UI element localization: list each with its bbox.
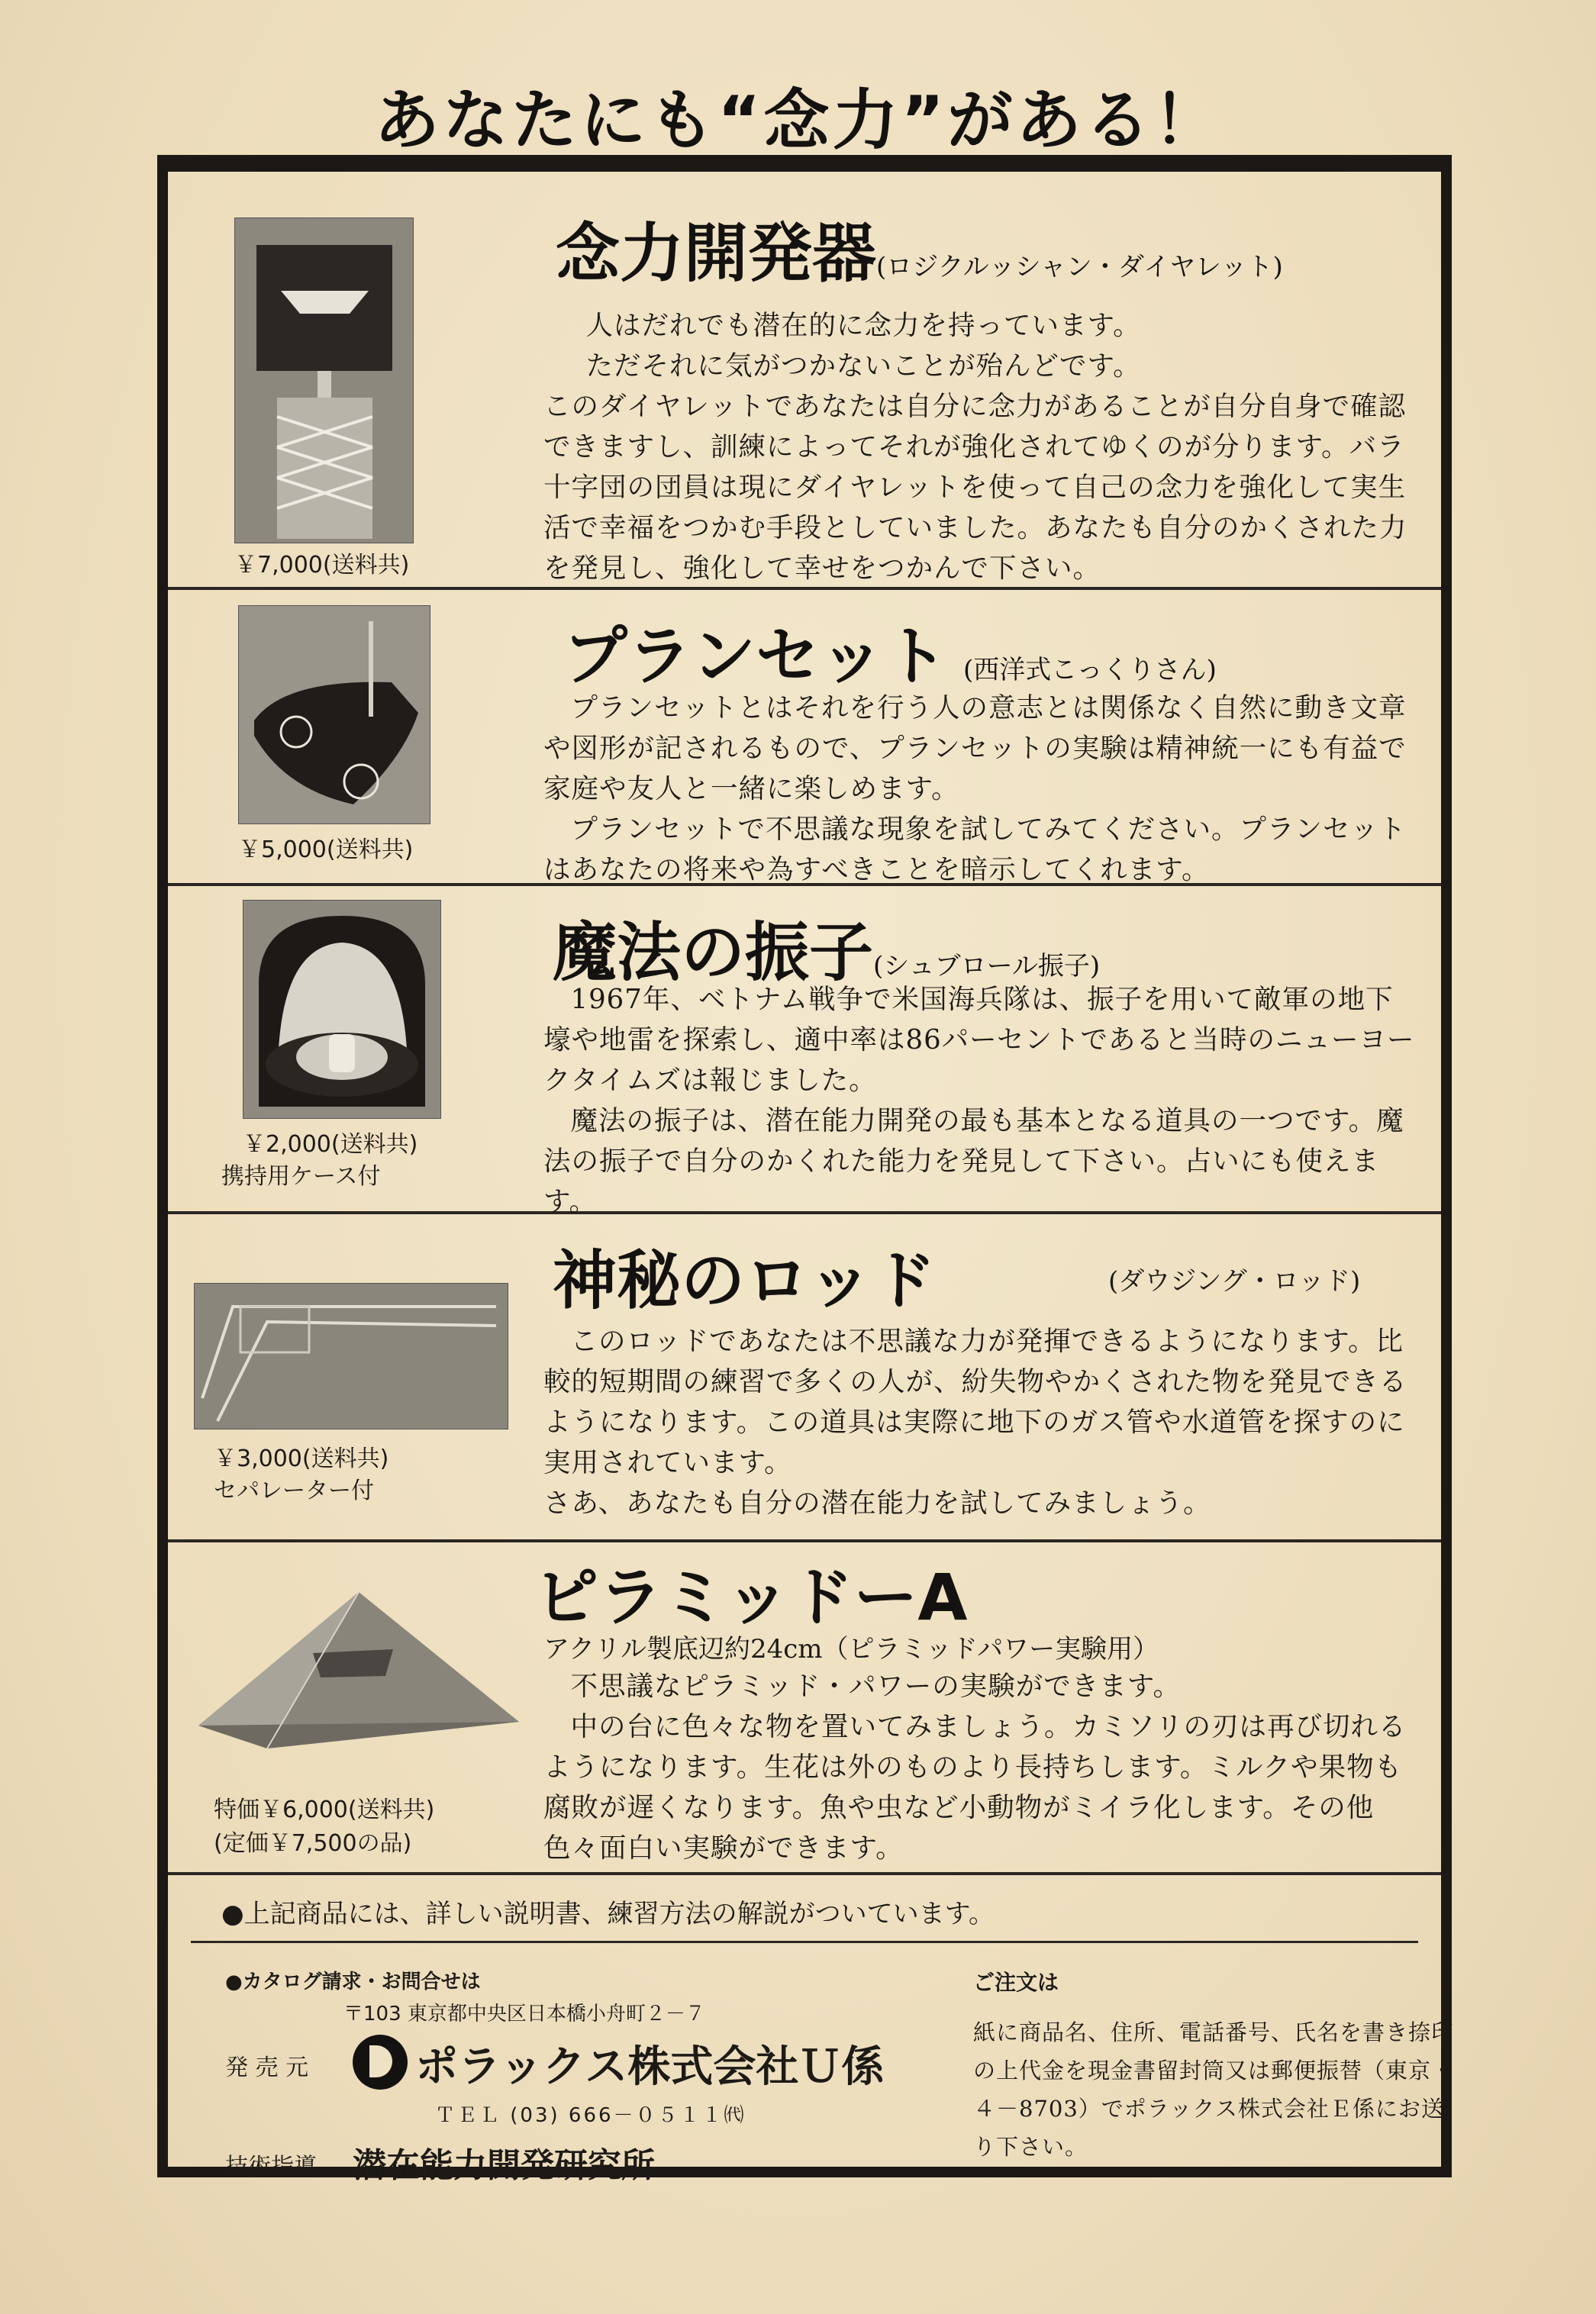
rod-photo — [194, 1283, 508, 1429]
tech-label: 技術指導 — [225, 2154, 317, 2180]
manual-note: ●上記商品には、詳しい説明書、練習方法の解説がついています。 — [221, 1899, 995, 1929]
rod-body-para: さあ、あなたも自分の潜在能力を試してみましょう。 — [543, 1487, 1211, 1519]
dialet-photo — [234, 218, 414, 543]
product-row-pendulum — [168, 886, 1441, 1217]
seller-label: 発 売 元 — [225, 2055, 309, 2081]
pendulum-subtitle: (シュブロール振子) — [873, 951, 1101, 981]
rod-body — [543, 1321, 1421, 1523]
rod-extra: セパレーター付 — [214, 1478, 374, 1504]
product-row-planchette — [168, 590, 1441, 886]
pyramid-title: ピラミッドーA — [534, 1560, 968, 1635]
planchette-body — [543, 688, 1421, 890]
order-heading: ご注文は — [973, 1970, 1059, 1995]
product-row-pyramid — [168, 1542, 1441, 1875]
dialet-body-para: このダイヤレットであなたは自分に念力があることが自分自身で確認できますし、訓練によってそれが強化されてゆくのが分ります。バラ十字団の団員は現にダイヤレットを使って自己の念力を強化して実生活で幸福をつかむ手段としていました。あなたも自分のかくされた力を発見し、強化して幸せをつかんで下さい。 — [543, 391, 1407, 584]
catalog-heading: ●カタログ請求・お問合せは — [225, 1971, 481, 1993]
telephone: ＴＥＬ (03) 666－０５１１㈹ — [435, 2104, 746, 2127]
rod-body-para: このロッドであなたは不思議な力が発揮できるようになります。比較的短期間の練習で多くの人が、紛失物やかくされた物を発見できるようになります。この道具は実際に地下のガス管や水道管を探すのに実用されています。 — [543, 1326, 1407, 1478]
rod-price: ￥3,000(送料共) — [214, 1445, 389, 1472]
pendulum-price: ￥2,000(送料共) — [243, 1131, 418, 1158]
rod-subtitle: (ダウジング・ロッド) — [1108, 1266, 1361, 1297]
product-row-dialet — [168, 172, 1441, 590]
polux-logo-icon — [353, 2035, 408, 2090]
company-name: ポラックス株式会社Ｕ係 — [415, 2042, 885, 2092]
planchette-photo — [238, 605, 430, 824]
pyramid-price: 特価￥6,000(送料共) — [214, 1797, 435, 1823]
address: 〒103 東京都中央区日本橋小舟町２－７ — [343, 2003, 705, 2026]
headline: あなたにも“念力”がある！ — [373, 82, 1223, 159]
institute-name: 潜在能力開発研究所 — [353, 2146, 655, 2185]
pyramid-subtitle: アクリル製底辺約24cm（ピラミッドパワー実験用） — [543, 1634, 1159, 1665]
dialet-body — [543, 305, 1421, 588]
planchette-title-text: プランセット — [563, 619, 949, 694]
pendulum-body — [543, 979, 1421, 1222]
pyramid-extra: (定価￥7,500の品) — [214, 1830, 412, 1857]
pendulum-body-para: 魔法の振子は、潜在能力開発の最も基本となる道具の一つです。魔法の振子で自分のかくれた能力を発見して下さい。占いにも使えます。 — [543, 1105, 1404, 1217]
rod-title: 神秘のロッド — [553, 1243, 937, 1318]
pyramid-photo — [198, 1592, 519, 1752]
product-row-rod — [168, 1214, 1441, 1542]
planchette-body-para: プランセットとはそれを行う人の意志とは関係なく自然に動き文章や図形が記されるもので、プランセットの実験は精神統一にも有益で家庭や友人と一緒に楽しめます。 — [543, 692, 1407, 804]
pendulum-body-para: 1967年、ベトナム戦争で米国海兵隊は、振子を用いて敵軍の地下壕や地雷を探索し、適中率は86パーセントであると当時のニューヨークタイムズは報じました。 — [543, 984, 1415, 1096]
pendulum-photo — [243, 900, 441, 1119]
pendulum-extra: 携持用ケース付 — [221, 1163, 381, 1190]
planchette-price: ￥5,000(送料共) — [238, 836, 414, 863]
planchette-subtitle: (西洋式こっくりさん) — [963, 655, 1217, 685]
planchette-body-para: プランセットで不思議な現象を試してみてください。プランセットはあなたの将来や為すべきことを暗示してくれます。 — [543, 814, 1407, 885]
pendulum-title-text: 魔法の振子 — [553, 915, 874, 990]
dialet-title-text: 念力開発器 — [556, 216, 877, 291]
dialet-price: ￥7,000(送料共) — [234, 552, 410, 578]
product-frame — [157, 155, 1455, 2185]
dialet-body-line: 人はだれでも潜在的に念力を持っています。 — [585, 310, 1141, 341]
contact-section — [191, 1941, 1455, 2187]
dialet-title — [556, 202, 1283, 295]
order-instructions: 紙に商品名、住所、電話番号、氏名を書き捺印の上代金を現金書留封筒又は郵便振替（東京・４－8703）でポラックス株式会社Ｅ係にお送り下さい。 — [973, 2019, 1455, 2160]
pyramid-body — [543, 1666, 1421, 1868]
planchette-title — [563, 605, 1217, 698]
pyramid-body-para: 中の台に色々な物を置いてみましょう。カミソリの刃は再び切れるようになります。生花は外のものより長持ちします。ミルクや果物も腐敗が遅くなります。魚や虫など小動物がミイラ化します。その他色々面白い実験ができます。 — [543, 1711, 1407, 1864]
dialet-subtitle: (ロジクルッシャン・ダイヤレット) — [876, 252, 1283, 282]
dialet-body-line: ただそれに気がつかないことが殆んどです。 — [585, 350, 1141, 382]
pyramid-body-para: 不思議なピラミッド・パワーの実験ができます。 — [570, 1671, 1181, 1702]
